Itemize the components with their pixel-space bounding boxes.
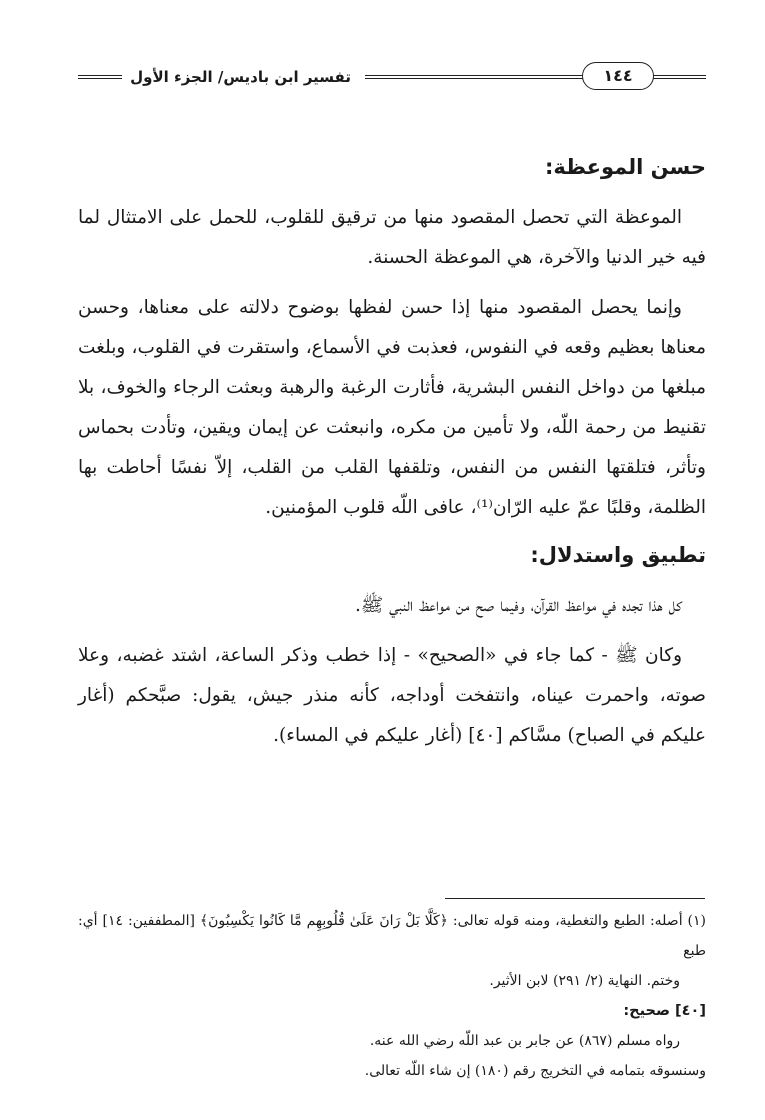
- footnote-1: (١) أصله: الطبع والتغطية، ومنه قوله تعالى: ﴿كَلَّا بَلْ رَانَ عَلَىٰ قُلُوبِهِم مَّا كَانُوا يَكْسِبُونَ﴾ [المطففين: ١٤] أي: طبع: [78, 913, 707, 959]
- footnote-40-heading: [٤٠] صحيح:: [623, 1003, 706, 1019]
- footnotes: [78, 906, 706, 1086]
- paragraph: وإنما يحصل المقصود منها إذا حسن لفظها بوضوح دلالته على معناها، وحسن معناها بعظيم وقعه في النفوس، فعذبت في الأسماع، واستقرت في القلوب، وبلغت مبلغها من دواخل النفس البشرية، فأثارت الرغبة والرهبة وبعثت الرجاء والخوف، بلا تقنيط من رحمة اللّه، ولا تأمين من مكره، وانبعثت عن إيمان ويقين، وتأدت بحماس وتأثر، فتلقتها النفس من النفس، وتلقفها القلب من القلب، إلاّ نفسًا أحاطت بها الظلمة، وقلبًا عمّ عليه الرّان⁽¹⁾، عافى اللّه قلوب المؤمنين.: [78, 297, 706, 518]
- paragraph: وكان ﷺ - كما جاء في «الصحيح» - إذا خطب وذكر الساعة، اشتد غضبه، وعلا صوته، واحمرت عيناه، وانتفخت أوداجه، كأنه منذر جيش، يقول: صبَّحكم (أغار عليكم في الصباح) مسَّاكم [٤٠] (أغار عليكم في المساء).: [78, 645, 706, 746]
- page-number: ١٤٤: [582, 62, 654, 90]
- page-header: [78, 62, 706, 94]
- header-rule-left: [78, 75, 122, 79]
- running-title: تفسير ابن باديس/ الجزء الأول: [130, 68, 351, 86]
- header-rule-middle: [365, 75, 583, 79]
- main-text: [78, 150, 706, 766]
- section-heading-application: تطبيق واستدلال:: [530, 543, 706, 567]
- section-heading-good-admonition: حسن الموعظة:: [545, 155, 706, 179]
- header-rule-right: [653, 75, 706, 79]
- paragraph: الموعظة التي تحصل المقصود منها من ترقيق للقلوب، للحمل على الامتثال لما فيه خير الدنيا والآخرة، هي الموعظة الحسنة.: [78, 207, 706, 268]
- footnote-1-continued: وختم. النهاية (٢/ ٢٩١) لابن الأثير.: [489, 973, 680, 989]
- paragraph: كل هذا تجده في مواعظ القرآن، وفيما صح من مواعظ النبي ﷺ.: [355, 595, 682, 616]
- footnote-40-line: وسنسوقه بتمامه في التخريج رقم (١٨٠) إن شاء اللّه تعالى.: [364, 1063, 706, 1079]
- footnote-40-line: رواه مسلم (٨٦٧) عن جابر بن عبد اللّه رضي الله عنه.: [369, 1033, 680, 1049]
- footnote-separator: [445, 898, 705, 899]
